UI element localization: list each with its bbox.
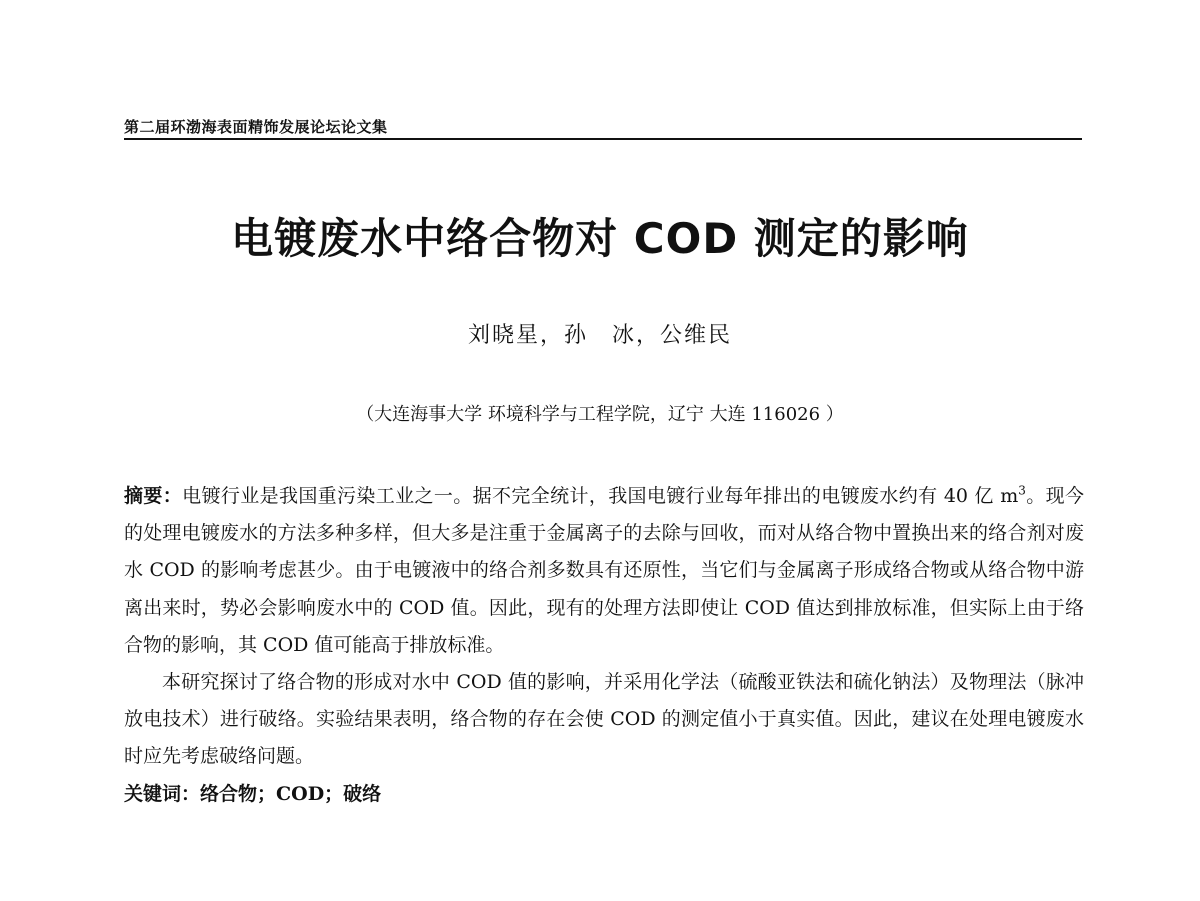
abstract-label: 摘要：: [124, 485, 183, 507]
abstract-section: [124, 478, 1084, 813]
abstract-paragraph-2: 本研究探讨了络合物的形成对水中 COD 值的影响，并采用化学法（硫酸亚铁法和硫化钠法）及物理法（脉冲放电技术）进行破络。实验结果表明，络合物的存在会使 COD 的测定值小于真实值。因此，建议在处理电镀废水时应先考虑破络问题。: [124, 671, 1084, 768]
abstract-text-part1: 电镀行业是我国重污染工业之一。据不完全统计，我国电镀行业每年排出的电镀废水约有 40 亿 m: [182, 485, 1019, 507]
keywords-label: 关键词：: [124, 782, 201, 805]
abstract-paragraph-1: [124, 478, 1084, 664]
header-divider: [124, 138, 1082, 140]
paper-authors: 刘晓星，孙 冰，公维民: [467, 323, 732, 348]
running-header: 第二届环渤海表面精饰发展论坛论文集: [124, 118, 388, 136]
keywords-line: [124, 776, 1084, 813]
keywords-text: 络合物；COD；破络: [200, 782, 382, 805]
paper-title: 电镀废水中络合物对 COD 测定的影响: [231, 214, 969, 263]
abstract-text-part2: 。现今的处理电镀废水的方法多种多样，但大多是注重于金属离子的去除与回收，而对从络合物中置换出来的络合剂对废水 COD 的影响考虑甚少。由于电镀液中的络合剂多数具有还原性，当它们与金属离子形成络合物或从络合物中游离出来时，势必会影响废水中的 COD 值。因此，现有的处理方法即使让 COD 值达到排放标准，但实际上由于络合物的影响，其 COD 值可能高于排放标准。: [124, 485, 1084, 656]
abstract-superscript: 3: [1018, 483, 1026, 498]
paper-affiliation: （大连海事大学 环境科学与工程学院，辽宁 大连 116026 ）: [356, 404, 844, 425]
